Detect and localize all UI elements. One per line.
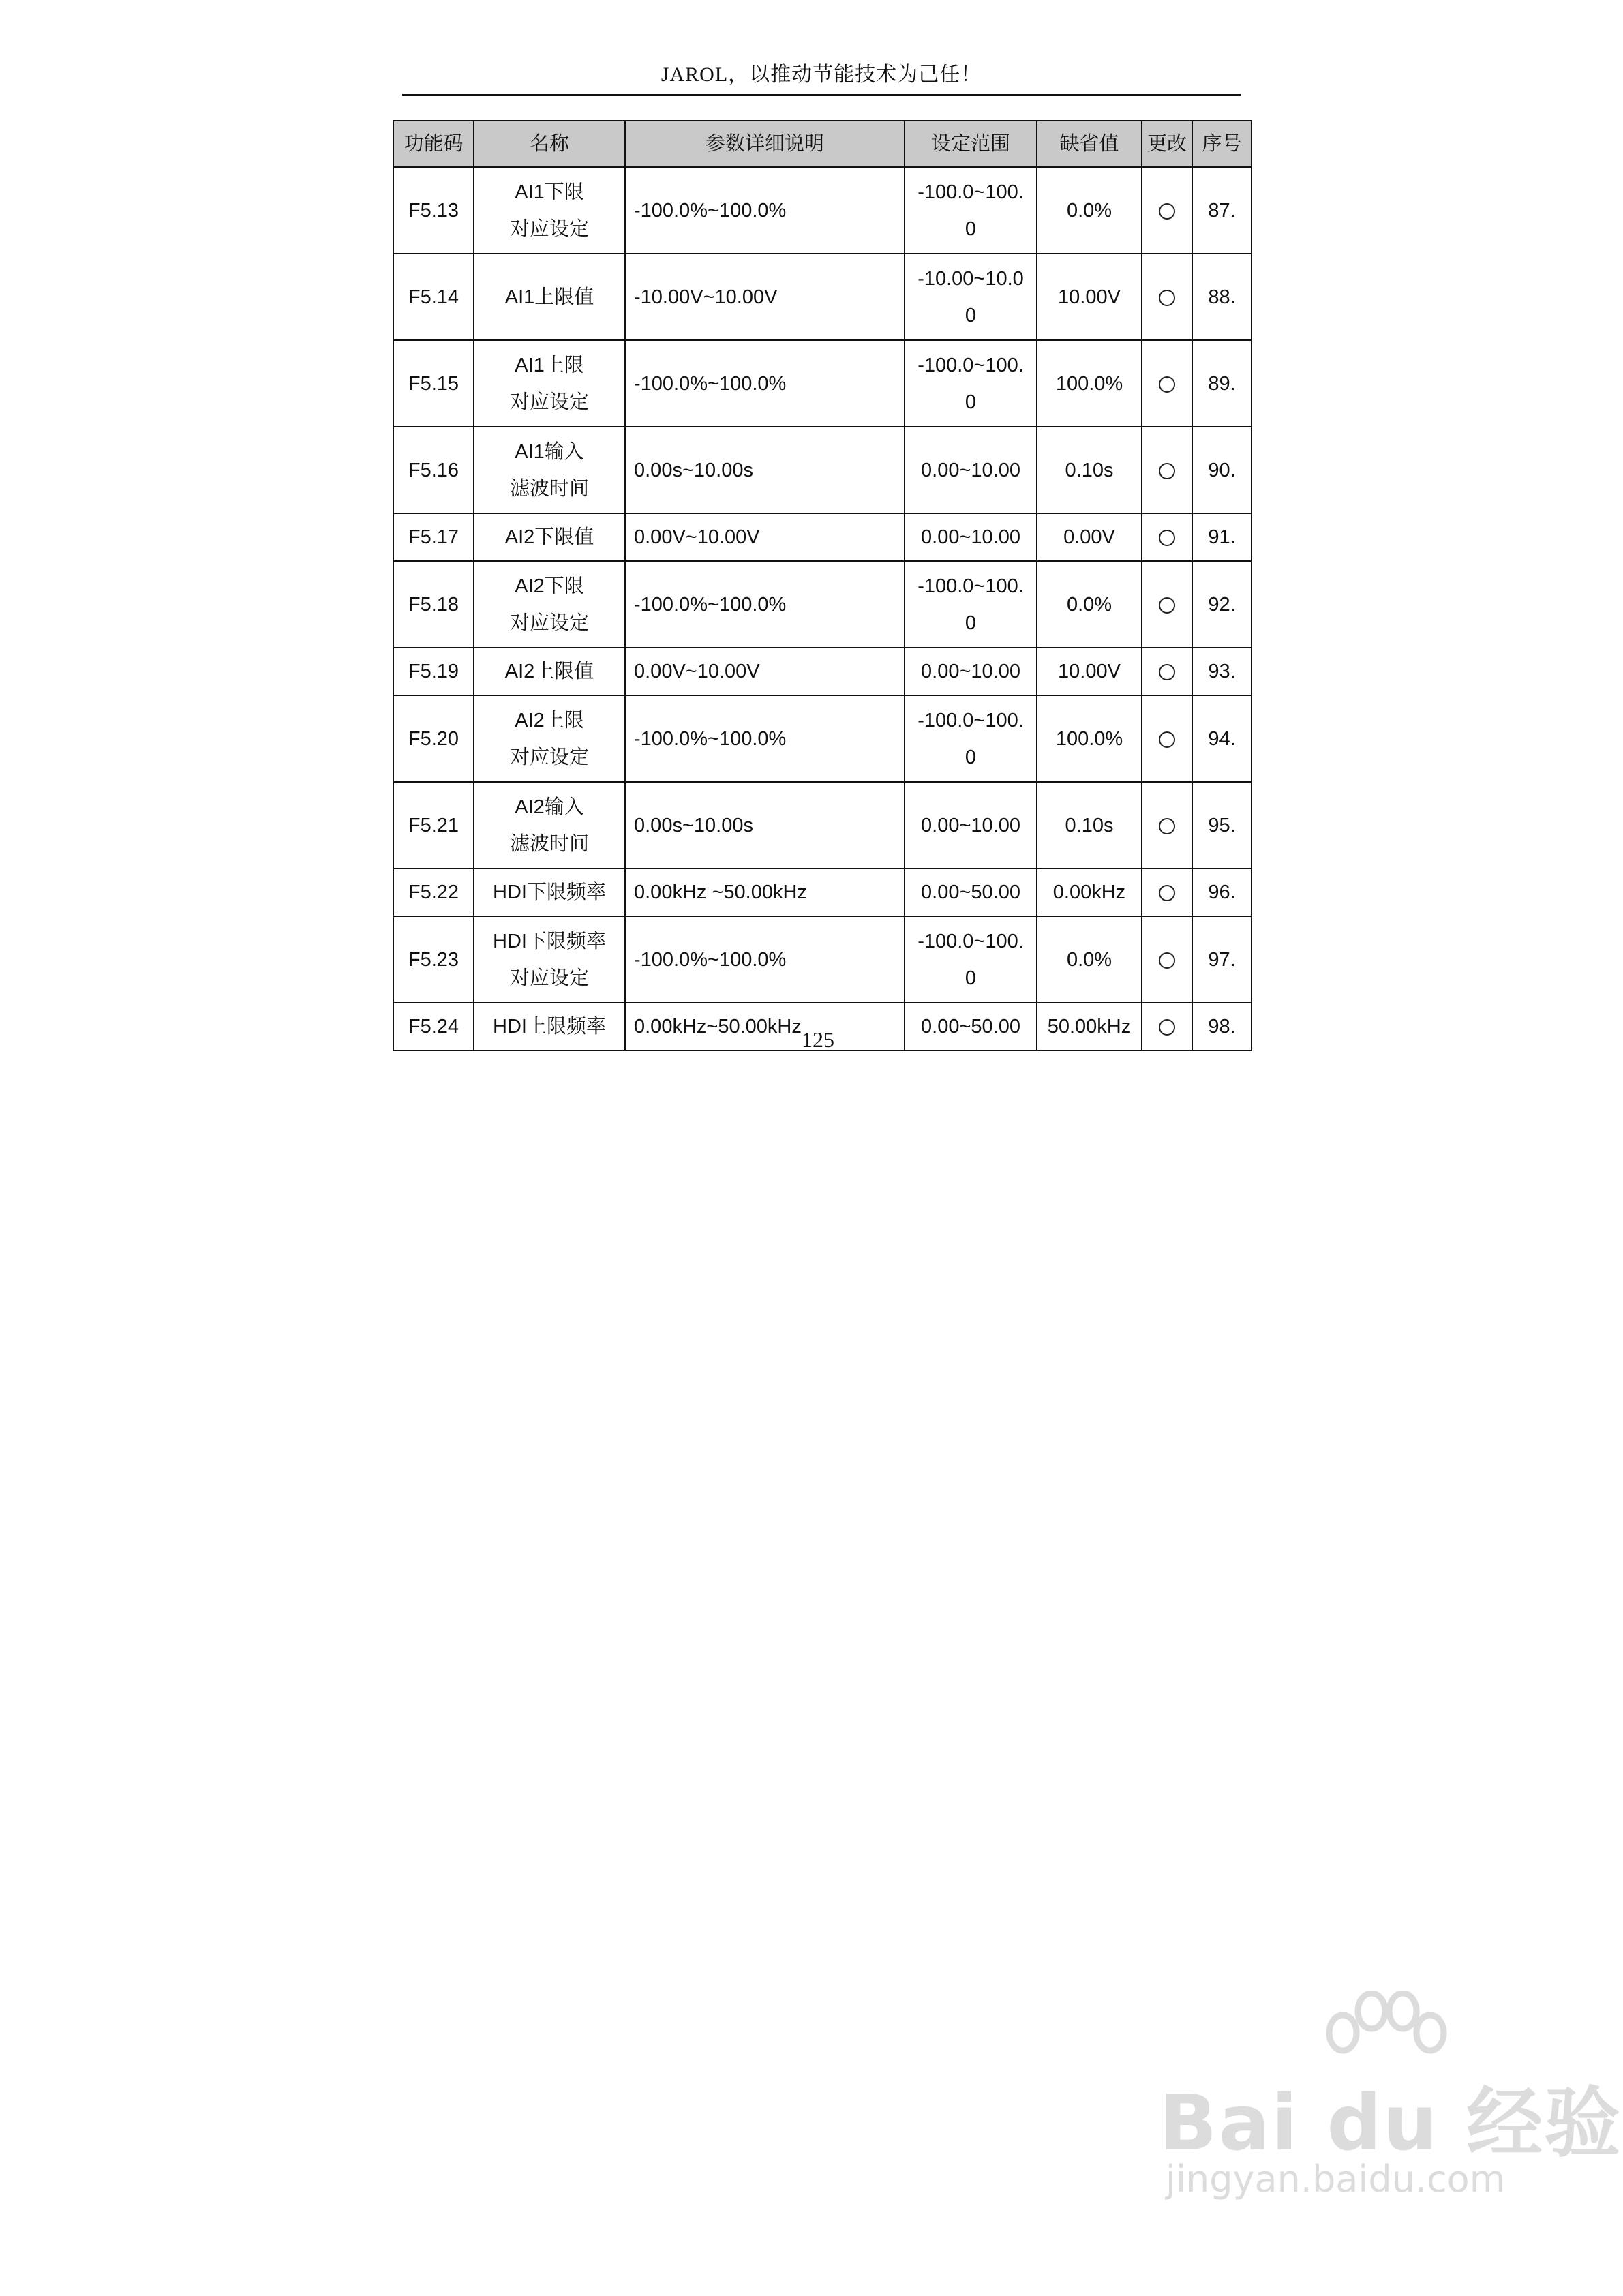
description-cell: -100.0%~100.0%	[625, 167, 905, 254]
sequence-cell: 87.	[1192, 167, 1252, 254]
change-cell	[1142, 868, 1192, 916]
range-cell	[905, 167, 1037, 254]
range-cell	[905, 695, 1037, 782]
name-cell-line: 滤波时间	[509, 477, 589, 500]
sequence-cell: 90.	[1192, 427, 1252, 513]
sequence-cell: 88.	[1192, 254, 1252, 340]
baidu-jingyan-watermark	[1159, 1991, 1622, 2216]
table-row	[393, 868, 1252, 916]
table-body	[393, 167, 1252, 1051]
name-cell-line: 对应设定	[509, 391, 589, 413]
default-value-cell: 10.00V	[1037, 254, 1142, 340]
sequence-cell: 96.	[1192, 868, 1252, 916]
circle-icon	[1159, 203, 1175, 220]
sequence-cell: 91.	[1192, 513, 1252, 561]
parameter-table	[393, 120, 1252, 1051]
name-cell	[474, 916, 625, 1003]
name-cell	[474, 782, 625, 868]
name-cell-line: AI2下限	[515, 575, 584, 597]
range-cell-line: -100.0~100.	[917, 709, 1024, 731]
name-cell-line: AI2输入	[515, 796, 584, 818]
default-value-cell: 0.10s	[1037, 427, 1142, 513]
watermark-logo: Bai du 经验	[1159, 2079, 1622, 2168]
range-cell	[905, 254, 1037, 340]
range-cell-line: -100.0~100.	[917, 354, 1024, 376]
default-value-cell: 0.00kHz	[1037, 868, 1142, 916]
name-cell-line: AI1上限值	[504, 286, 594, 308]
table-header-row	[393, 121, 1252, 167]
sequence-cell: 94.	[1192, 695, 1252, 782]
name-cell	[474, 868, 625, 916]
table-row	[393, 561, 1252, 648]
default-value-cell: 0.0%	[1037, 561, 1142, 648]
function-code-cell: F5.22	[393, 868, 474, 916]
change-cell	[1142, 648, 1192, 695]
name-cell	[474, 427, 625, 513]
sequence-cell: 97.	[1192, 916, 1252, 1003]
default-value-cell: 0.0%	[1037, 916, 1142, 1003]
change-cell	[1142, 254, 1192, 340]
circle-icon	[1159, 376, 1175, 393]
table-row	[393, 513, 1252, 561]
change-cell	[1142, 782, 1192, 868]
column-header: 名称	[474, 121, 625, 167]
table-row	[393, 254, 1252, 340]
circle-icon	[1159, 731, 1175, 748]
description-cell: -10.00V~10.00V	[625, 254, 905, 340]
range-cell-line: 0	[965, 611, 977, 634]
page-header: JAROL，以推动节能技术为己任！	[661, 63, 982, 86]
description-cell: 0.00kHz ~50.00kHz	[625, 868, 905, 916]
function-code-cell: F5.18	[393, 561, 474, 648]
circle-icon	[1159, 290, 1175, 306]
name-cell-line: AI1上限	[515, 354, 584, 376]
change-cell	[1142, 561, 1192, 648]
range-cell-line: 0.00~10.00	[921, 661, 1020, 682]
column-header: 序号	[1192, 121, 1252, 167]
name-cell-line: HDI上限频率	[493, 1016, 606, 1038]
range-cell-line: -100.0~100.	[917, 575, 1024, 597]
description-cell: 0.00V~10.00V	[625, 648, 905, 695]
default-value-cell: 50.00kHz	[1037, 1003, 1142, 1051]
default-value-cell: 0.10s	[1037, 782, 1142, 868]
name-cell-line: HDI下限频率	[493, 881, 606, 903]
name-cell-line: HDI下限频率	[493, 930, 606, 952]
name-cell-line: 对应设定	[509, 746, 589, 768]
change-cell	[1142, 340, 1192, 427]
name-cell	[474, 1003, 625, 1051]
page-number: 125	[802, 1027, 834, 1052]
function-code-cell: F5.15	[393, 340, 474, 427]
change-cell	[1142, 1003, 1192, 1051]
function-code-cell: F5.13	[393, 167, 474, 254]
range-cell-line: 0	[965, 217, 977, 240]
range-cell-line: 0	[965, 967, 977, 989]
function-code-cell: F5.21	[393, 782, 474, 868]
range-cell-line: 0	[965, 391, 977, 413]
circle-icon	[1159, 664, 1175, 680]
name-cell-line: 滤波时间	[509, 832, 589, 855]
description-cell: -100.0%~100.0%	[625, 561, 905, 648]
description-cell: 0.00kHz~50.00kHz	[625, 1003, 905, 1051]
sequence-cell: 93.	[1192, 648, 1252, 695]
range-cell	[905, 427, 1037, 513]
default-value-cell: 10.00V	[1037, 648, 1142, 695]
change-cell	[1142, 695, 1192, 782]
range-cell-line: 0	[965, 304, 977, 327]
sequence-cell: 92.	[1192, 561, 1252, 648]
name-cell-line: 对应设定	[509, 611, 589, 634]
name-cell	[474, 648, 625, 695]
watermark-url: jingyan.baidu.com	[1166, 2158, 1506, 2201]
range-cell	[905, 340, 1037, 427]
table-row	[393, 340, 1252, 427]
range-cell	[905, 782, 1037, 868]
range-cell-line: 0.00~50.00	[921, 881, 1020, 903]
circle-icon	[1159, 530, 1175, 546]
function-code-cell: F5.19	[393, 648, 474, 695]
column-header: 设定范围	[905, 121, 1037, 167]
function-code-cell: F5.23	[393, 916, 474, 1003]
name-cell-line: AI1下限	[515, 181, 584, 203]
change-cell	[1142, 916, 1192, 1003]
table-row	[393, 167, 1252, 254]
column-header: 缺省值	[1037, 121, 1142, 167]
name-cell	[474, 167, 625, 254]
circle-icon	[1159, 885, 1175, 901]
name-cell	[474, 254, 625, 340]
table-row	[393, 782, 1252, 868]
sequence-cell: 89.	[1192, 340, 1252, 427]
default-value-cell: 100.0%	[1037, 340, 1142, 427]
column-header: 更改	[1142, 121, 1192, 167]
name-cell	[474, 695, 625, 782]
column-header: 功能码	[393, 121, 474, 167]
range-cell	[905, 916, 1037, 1003]
change-cell	[1142, 513, 1192, 561]
range-cell-line: 0.00~50.00	[921, 1016, 1020, 1038]
default-value-cell: 0.00V	[1037, 513, 1142, 561]
circle-icon	[1159, 1019, 1175, 1036]
name-cell	[474, 340, 625, 427]
range-cell-line: -100.0~100.	[917, 181, 1024, 203]
default-value-cell: 100.0%	[1037, 695, 1142, 782]
range-cell-line: 0.00~10.00	[921, 814, 1020, 836]
table-row	[393, 695, 1252, 782]
description-cell: 0.00V~10.00V	[625, 513, 905, 561]
table-row	[393, 427, 1252, 513]
description-cell: -100.0%~100.0%	[625, 916, 905, 1003]
range-cell	[905, 561, 1037, 648]
range-cell	[905, 868, 1037, 916]
table-row	[393, 916, 1252, 1003]
description-cell: 0.00s~10.00s	[625, 782, 905, 868]
name-cell-line: AI1输入	[515, 440, 584, 463]
function-code-cell: F5.20	[393, 695, 474, 782]
range-cell-line: 0	[965, 746, 977, 768]
change-cell	[1142, 427, 1192, 513]
circle-icon	[1159, 818, 1175, 834]
name-cell	[474, 561, 625, 648]
circle-icon	[1159, 597, 1175, 614]
name-cell-line: AI2上限	[515, 709, 584, 731]
sequence-cell: 95.	[1192, 782, 1252, 868]
column-header: 参数详细说明	[625, 121, 905, 167]
default-value-cell: 0.0%	[1037, 167, 1142, 254]
description-cell: 0.00s~10.00s	[625, 427, 905, 513]
function-code-cell: F5.17	[393, 513, 474, 561]
range-cell-line: -100.0~100.	[917, 930, 1024, 952]
name-cell-line: AI2下限值	[504, 526, 594, 548]
sequence-cell: 98.	[1192, 1003, 1252, 1051]
range-cell-line: 0.00~10.00	[921, 526, 1020, 548]
name-cell-line: AI2上限值	[504, 661, 594, 682]
table-row	[393, 648, 1252, 695]
function-code-cell: F5.16	[393, 427, 474, 513]
range-cell	[905, 513, 1037, 561]
description-cell: -100.0%~100.0%	[625, 695, 905, 782]
description-cell: -100.0%~100.0%	[625, 340, 905, 427]
change-cell	[1142, 167, 1192, 254]
name-cell	[474, 513, 625, 561]
range-cell-line: 0.00~10.00	[921, 459, 1020, 481]
circle-icon	[1159, 952, 1175, 969]
function-code-cell: F5.24	[393, 1003, 474, 1051]
name-cell-line: 对应设定	[509, 967, 589, 989]
function-code-cell: F5.14	[393, 254, 474, 340]
range-cell-line: -10.00~10.0	[917, 267, 1024, 290]
range-cell	[905, 1003, 1037, 1051]
header-divider	[402, 94, 1241, 96]
name-cell-line: 对应设定	[509, 217, 589, 240]
range-cell	[905, 648, 1037, 695]
circle-icon	[1159, 463, 1175, 479]
